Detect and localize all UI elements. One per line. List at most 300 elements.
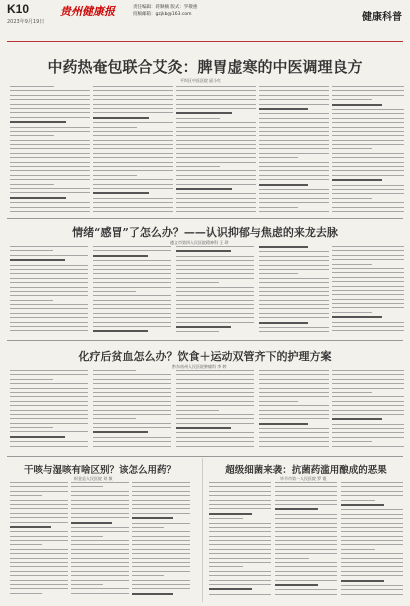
- text-line: [10, 370, 88, 371]
- text-line: [259, 331, 329, 332]
- text-line: [93, 414, 171, 415]
- masthead: [0, 0, 410, 42]
- text-line: [10, 396, 88, 397]
- article-1-byline: 平坝区中医医院 邱小红: [180, 78, 222, 83]
- text-line: [10, 197, 66, 199]
- text-line: [176, 322, 254, 323]
- article-1-title: 中药热奄包联合艾灸：脾胃虚寒的中医调理良方: [47, 58, 363, 76]
- text-line: [10, 374, 88, 375]
- text-line: [332, 135, 404, 136]
- text-line: [275, 540, 337, 541]
- text-line: [93, 291, 136, 292]
- text-line: [10, 255, 88, 256]
- text-line: [259, 144, 329, 145]
- text-line: [10, 188, 90, 189]
- text-line: [93, 166, 173, 167]
- text-line: [209, 580, 271, 581]
- text-line: [10, 121, 66, 123]
- text-line: [93, 127, 137, 128]
- text-line: [259, 108, 308, 110]
- text-line: [132, 482, 190, 483]
- text-line: [176, 99, 256, 100]
- text-line: [10, 414, 88, 415]
- text-line: [176, 418, 254, 419]
- text-line: [10, 410, 88, 411]
- text-line: [259, 441, 329, 442]
- text-line: [132, 571, 190, 572]
- text-line: [332, 307, 404, 308]
- article-1-col-5: [332, 86, 404, 214]
- text-line: [10, 153, 90, 154]
- text-line: [93, 117, 149, 119]
- text-line: [176, 153, 256, 154]
- text-line: [332, 127, 404, 128]
- text-line: [176, 118, 220, 119]
- text-line: [10, 558, 68, 559]
- text-line: [259, 175, 329, 176]
- text-line: [259, 428, 329, 429]
- text-line: [259, 265, 329, 266]
- text-line: [10, 588, 68, 589]
- text-line: [93, 131, 173, 132]
- text-line: [71, 482, 129, 483]
- text-line: [332, 428, 404, 429]
- text-line: [332, 418, 382, 420]
- text-line: [209, 571, 271, 572]
- text-line: [10, 162, 90, 163]
- text-line: [209, 495, 271, 496]
- text-line: [71, 584, 103, 585]
- text-line: [332, 392, 372, 393]
- text-line: [341, 500, 375, 501]
- text-line: [332, 104, 382, 106]
- text-line: [259, 166, 329, 167]
- text-line: [71, 486, 103, 487]
- text-line: [259, 256, 329, 257]
- article-2-col-5: [332, 246, 404, 338]
- text-line: [10, 549, 68, 550]
- text-line: [10, 175, 90, 176]
- text-line: [209, 594, 271, 595]
- text-line: [209, 540, 271, 541]
- text-line: [332, 396, 404, 397]
- text-line: [93, 250, 171, 251]
- text-line: [259, 437, 329, 438]
- text-line: [332, 383, 404, 384]
- text-line: [332, 410, 404, 411]
- text-line: [10, 495, 42, 496]
- text-line: [176, 211, 256, 212]
- text-line: [176, 166, 220, 167]
- text-line: [209, 527, 271, 528]
- text-line: [93, 313, 171, 314]
- text-line: [176, 441, 254, 442]
- divider: [7, 218, 403, 219]
- text-line: [275, 536, 337, 537]
- text-line: [10, 584, 68, 585]
- text-line: [93, 273, 171, 274]
- header-rule: [7, 41, 403, 42]
- text-line: [332, 268, 404, 269]
- text-line: [209, 553, 271, 554]
- text-line: [332, 90, 404, 91]
- text-line: [132, 575, 164, 576]
- page-number: K10: [7, 2, 30, 16]
- text-line: [176, 304, 254, 305]
- text-line: [10, 383, 88, 384]
- text-line: [132, 486, 190, 487]
- text-line: [71, 504, 129, 505]
- text-line: [259, 287, 329, 288]
- text-line: [10, 571, 68, 572]
- text-line: [332, 312, 372, 313]
- text-line: [10, 388, 88, 389]
- text-line: [10, 513, 68, 514]
- text-line: [71, 588, 129, 589]
- text-line: [332, 441, 372, 442]
- text-line: [71, 593, 129, 594]
- article-4-title: 干咳与湿咳有啥区别？该怎么用药？: [23, 465, 176, 476]
- text-line: [341, 518, 403, 519]
- text-line: [93, 300, 171, 301]
- text-line: [259, 327, 329, 328]
- text-line: [176, 379, 254, 380]
- text-line: [93, 326, 171, 327]
- text-line: [275, 571, 337, 572]
- text-line: [10, 104, 90, 105]
- text-line: [209, 549, 271, 550]
- article-4-col-3: [132, 482, 190, 600]
- text-line: [332, 322, 404, 323]
- text-line: [176, 370, 254, 371]
- text-line: [209, 544, 271, 545]
- text-line: [10, 282, 88, 283]
- text-line: [93, 446, 171, 447]
- text-line: [341, 536, 403, 537]
- text-line: [176, 291, 254, 292]
- text-line: [259, 246, 308, 248]
- text-line: [10, 522, 68, 523]
- text-line: [93, 287, 171, 288]
- text-line: [332, 255, 404, 256]
- text-line: [10, 246, 88, 247]
- text-line: [10, 326, 88, 327]
- text-line: [93, 211, 173, 212]
- text-line: [332, 250, 404, 251]
- text-line: [259, 269, 329, 270]
- text-line: [93, 108, 173, 109]
- text-line: [259, 273, 298, 274]
- text-line: [209, 518, 243, 519]
- text-line: [209, 531, 271, 532]
- text-line: [332, 299, 404, 300]
- text-line: [332, 330, 404, 331]
- text-line: [332, 277, 404, 278]
- text-line: [209, 558, 271, 559]
- text-line: [10, 580, 68, 581]
- column-divider: [202, 458, 203, 602]
- text-line: [332, 316, 382, 318]
- text-line: [341, 540, 403, 541]
- text-line: [93, 410, 171, 411]
- issue-date: 2023年9月19日: [7, 19, 45, 25]
- text-line: [176, 127, 256, 128]
- text-line: [93, 99, 173, 100]
- text-line: [10, 500, 68, 501]
- text-line: [275, 495, 337, 496]
- text-line: [341, 495, 403, 496]
- text-line: [10, 131, 90, 132]
- text-line: [93, 140, 173, 141]
- text-line: [259, 251, 329, 252]
- text-line: [176, 423, 254, 424]
- text-line: [93, 246, 171, 247]
- text-line: [10, 291, 88, 292]
- text-line: [259, 127, 329, 128]
- text-line: [132, 593, 173, 595]
- article-1-col-4: [259, 86, 329, 214]
- text-line: [10, 140, 90, 141]
- text-line: [176, 396, 254, 397]
- text-line: [10, 405, 88, 406]
- text-line: [93, 86, 173, 87]
- text-line: [93, 175, 137, 176]
- text-line: [10, 441, 88, 442]
- text-line: [10, 207, 90, 208]
- article-5-col-2: [275, 482, 337, 600]
- text-line: [132, 544, 190, 545]
- text-line: [176, 308, 254, 309]
- text-line: [132, 500, 190, 501]
- text-line: [176, 317, 254, 318]
- article-3-col-1: [10, 370, 88, 452]
- text-line: [332, 157, 404, 158]
- text-line: [259, 432, 329, 433]
- text-line: [176, 383, 254, 384]
- text-line: [176, 392, 254, 393]
- text-line: [93, 295, 171, 296]
- divider: [7, 456, 403, 457]
- text-line: [132, 517, 173, 519]
- text-line: [10, 108, 90, 109]
- text-line: [132, 504, 190, 505]
- text-line: [10, 148, 90, 149]
- article-2-col-1: [10, 246, 88, 338]
- text-line: [176, 90, 256, 91]
- text-line: [259, 104, 329, 105]
- text-line: [10, 202, 90, 203]
- text-line: [259, 401, 298, 402]
- article-5-title: 超级细菌来袭：抗菌药滥用酿成的恶果: [225, 465, 387, 476]
- text-line: [93, 162, 173, 163]
- text-line: [71, 495, 129, 496]
- article-5-col-3: [341, 482, 403, 600]
- text-line: [332, 281, 404, 282]
- text-line: [259, 392, 329, 393]
- text-line: [132, 495, 190, 496]
- text-line: [71, 553, 129, 554]
- text-line: [332, 437, 404, 438]
- text-line: [10, 427, 53, 428]
- text-line: [259, 179, 329, 180]
- text-line: [176, 112, 232, 114]
- text-line: [71, 508, 129, 509]
- text-line: [176, 175, 256, 176]
- text-line: [176, 269, 254, 270]
- text-line: [259, 189, 329, 190]
- text-line: [71, 575, 129, 576]
- divider: [7, 340, 403, 341]
- text-line: [341, 562, 403, 563]
- text-line: [93, 202, 173, 203]
- text-line: [176, 108, 256, 109]
- text-line: [259, 135, 329, 136]
- text-line: [176, 250, 231, 252]
- text-line: [341, 549, 375, 550]
- text-line: [132, 540, 190, 541]
- text-line: [332, 109, 404, 110]
- text-line: [332, 405, 404, 406]
- text-line: [332, 326, 404, 327]
- text-line: [93, 405, 171, 406]
- text-line: [132, 584, 190, 585]
- text-line: [209, 486, 271, 487]
- text-line: [132, 558, 190, 559]
- text-line: [275, 527, 337, 528]
- text-line: [93, 104, 173, 105]
- text-line: [332, 170, 404, 171]
- text-line: [10, 482, 68, 483]
- text-line: [93, 95, 173, 96]
- text-line: [132, 588, 190, 589]
- text-line: [132, 523, 190, 524]
- text-line: [10, 250, 53, 251]
- text-line: [10, 446, 88, 447]
- text-line: [176, 170, 256, 171]
- text-line: [332, 148, 372, 149]
- text-line: [10, 295, 88, 296]
- text-line: [259, 308, 329, 309]
- article-1-col-2: [93, 86, 173, 214]
- text-line: [332, 131, 404, 132]
- text-line: [93, 278, 171, 279]
- text-line: [132, 566, 190, 567]
- text-line: [332, 272, 404, 273]
- text-line: [332, 379, 404, 380]
- text-line: [275, 500, 337, 501]
- email-line: 投稿邮箱：gzjkb@163.com: [133, 12, 192, 17]
- text-line: [176, 313, 254, 314]
- text-line: [93, 401, 171, 402]
- text-line: [341, 527, 403, 528]
- text-line: [341, 575, 403, 576]
- text-line: [10, 544, 42, 545]
- article-2-col-3: [176, 246, 254, 338]
- text-line: [341, 580, 384, 582]
- text-line: [275, 491, 337, 492]
- text-line: [71, 562, 129, 563]
- text-line: [275, 584, 318, 586]
- text-line: [176, 157, 256, 158]
- text-line: [275, 553, 337, 554]
- text-line: [176, 256, 254, 257]
- text-line: [176, 188, 232, 190]
- text-line: [71, 527, 129, 528]
- text-line: [209, 508, 271, 509]
- text-line: [332, 303, 404, 304]
- article-3-byline: 黔东南州人民医院肿瘤科 李 婷: [172, 364, 227, 369]
- article-2-byline: 遵义市第四人民医院精神科 王 珍: [170, 240, 229, 245]
- text-line: [259, 388, 329, 389]
- text-line: [259, 374, 329, 375]
- text-line: [93, 282, 171, 283]
- text-line: [10, 95, 90, 96]
- text-line: [93, 198, 173, 199]
- text-line: [71, 531, 129, 532]
- text-line: [93, 383, 171, 384]
- text-line: [93, 260, 171, 261]
- text-line: [259, 278, 329, 279]
- article-1-col-3: [176, 86, 256, 214]
- text-line: [10, 508, 68, 509]
- text-line: [259, 295, 329, 296]
- text-line: [176, 414, 254, 415]
- text-line: [275, 486, 337, 487]
- text-line: [341, 558, 403, 559]
- text-line: [93, 269, 171, 270]
- text-line: [332, 166, 404, 167]
- text-line: [341, 566, 403, 567]
- text-line: [275, 580, 337, 581]
- text-line: [209, 536, 271, 537]
- text-line: [332, 175, 404, 176]
- text-line: [93, 265, 171, 266]
- text-line: [71, 522, 112, 524]
- section-title: 健康科普: [362, 12, 402, 23]
- text-line: [259, 313, 329, 314]
- text-line: [332, 290, 404, 291]
- text-line: [10, 304, 88, 305]
- text-line: [259, 410, 329, 411]
- text-line: [93, 441, 171, 442]
- text-line: [132, 508, 190, 509]
- text-line: [10, 117, 90, 118]
- text-line: [176, 207, 256, 208]
- text-line: [71, 513, 129, 514]
- editor-line: 责任编辑：蒋顺楠 版式：罗敬惠: [133, 5, 198, 10]
- text-line: [259, 122, 329, 123]
- article-1-col-1: [10, 86, 90, 214]
- text-line: [341, 504, 384, 506]
- text-line: [259, 304, 329, 305]
- text-line: [259, 211, 329, 212]
- text-line: [93, 112, 173, 113]
- text-line: [259, 184, 308, 186]
- text-line: [93, 437, 171, 438]
- text-line: [259, 207, 298, 208]
- text-line: [71, 549, 129, 550]
- text-line: [176, 122, 256, 123]
- text-line: [10, 170, 90, 171]
- text-line: [332, 432, 404, 433]
- text-line: [259, 99, 329, 100]
- text-line: [332, 246, 404, 247]
- text-line: [93, 144, 173, 145]
- text-line: [259, 193, 329, 194]
- text-line: [10, 517, 68, 518]
- article-4-byline: 织金县人民医院 刘 敏: [74, 476, 113, 481]
- text-line: [275, 508, 318, 510]
